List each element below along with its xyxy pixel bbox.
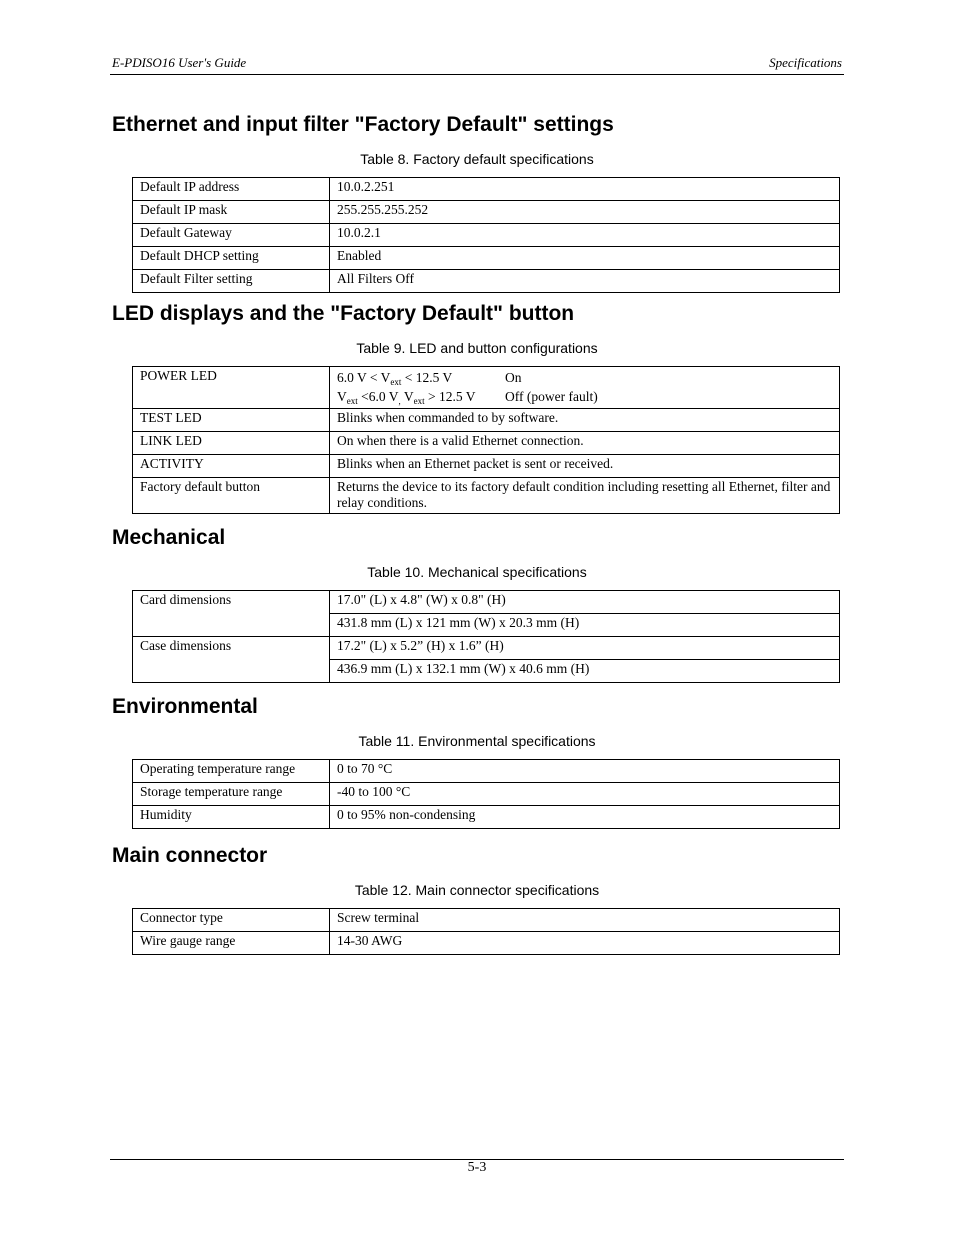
table-row [133,760,840,783]
row-value: 17.0" (L) x 4.8" (W) x 0.8" (H) [330,591,840,614]
row-label: POWER LED [133,367,330,409]
row-label: Wire gauge range [133,932,330,955]
caption-table-12: Table 12. Main connector specifications [354,882,600,898]
row-label: Operating temperature range [133,760,330,783]
caption-table-11: Table 11. Environmental specifications [358,733,596,749]
power-led-conditions [330,367,840,409]
row-label: Connector type [133,909,330,932]
row-label: Storage temperature range [133,783,330,806]
row-label: Default IP mask [133,201,330,224]
caption-table-9: Table 9. LED and button configurations [356,340,598,356]
table-row [133,178,840,201]
row-value: On when there is a valid Ethernet connection. [330,432,840,455]
row-value: 14-30 AWG [330,932,840,955]
row-value: 255.255.255.252 [330,201,840,224]
row-value: Blinks when commanded to by software. [330,409,840,432]
row-value: 436.9 mm (L) x 132.1 mm (W) x 40.6 mm (H) [330,660,840,683]
row-value: 0 to 95% non-condensing [330,806,840,829]
header-section-title: Specifications [769,55,842,70]
row-label: Humidity [133,806,330,829]
row-label: ACTIVITY [133,455,330,478]
row-value: -40 to 100 °C [330,783,840,806]
row-value: Blinks when an Ethernet packet is sent or received. [330,455,840,478]
table-row-power-led [133,367,840,409]
power-condition-on: 6.0 $V < V_{ext} < 12.5$ V On [337,370,522,387]
table-row [133,224,840,247]
table-row [133,432,840,455]
table-factory-defaults [132,177,840,293]
table-row [133,591,840,614]
table-row [133,201,840,224]
table-row [133,637,840,660]
table-row [133,909,840,932]
row-label: Card dimensions [133,591,330,637]
row-value: 0 to 70 °C [330,760,840,783]
row-label: Default Filter setting [133,270,330,293]
row-value: 431.8 mm (L) x 121 mm (W) x 20.3 mm (H) [330,614,840,637]
page-number: 5-3 [467,1160,487,1175]
row-value: 10.0.2.1 [330,224,840,247]
caption-table-8: Table 8. Factory default specifications [360,151,594,167]
header-doc-title: E-PDISO16 User's Guide [112,55,247,70]
row-label: Factory default button [133,478,330,514]
row-label: TEST LED [133,409,330,432]
row-value: All Filters Off [330,270,840,293]
row-value: Returns the device to its factory default condition including resetting all Ethernet, filter and relay conditions. [330,478,840,514]
table-row [133,783,840,806]
row-value: Screw terminal [330,909,840,932]
table-led-configurations [132,366,840,514]
table-row [133,932,840,955]
table-row [133,409,840,432]
row-value: 10.0.2.251 [330,178,840,201]
heading-main-connector: Main connector [112,844,268,867]
heading-factory-defaults: Ethernet and input filter "Factory Default" settings [112,113,614,136]
table-main-connector [132,908,840,955]
row-label: LINK LED [133,432,330,455]
table-row [133,247,840,270]
row-label: Case dimensions [133,637,330,683]
table-environmental [132,759,840,829]
table-row [133,478,840,514]
table-row [133,455,840,478]
heading-led-displays: LED displays and the "Factory Default" button [112,302,575,325]
power-condition-fault: $V_{ext} <6.0$ $V_,$ $V_{ext} > 12.5$ V Off (power fault) [337,389,598,406]
row-value: Enabled [330,247,840,270]
table-row [133,806,840,829]
caption-table-10: Table 10. Mechanical specifications [367,564,587,580]
table-mechanical [132,590,840,683]
heading-environmental: Environmental [112,695,258,718]
heading-mechanical: Mechanical [112,526,226,549]
row-label: Default DHCP setting [133,247,330,270]
row-label: Default Gateway [133,224,330,247]
running-header [110,54,844,75]
row-label: Default IP address [133,178,330,201]
row-value: 17.2" (L) x 5.2” (H) x 1.6” (H) [330,637,840,660]
table-row [133,270,840,293]
